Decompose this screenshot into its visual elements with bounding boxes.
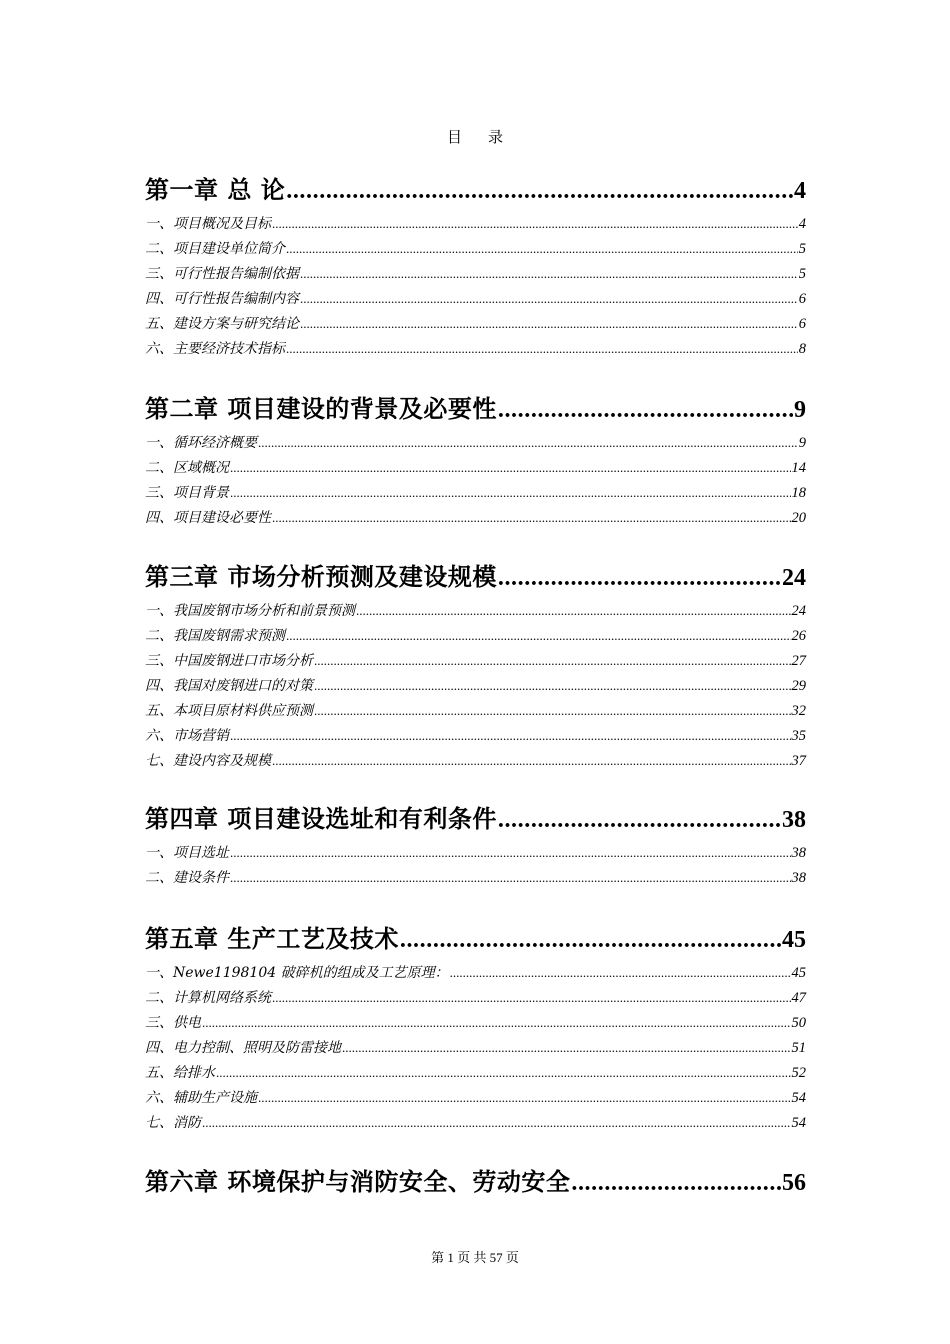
toc-section-page-number: 37 [791,753,806,769]
toc-dot-leader [272,990,791,1006]
toc-section-page-number: 52 [791,1065,806,1081]
toc-section-entry[interactable] [145,867,806,887]
toc-dot-leader [314,678,791,694]
toc-section-entry[interactable] [145,313,806,333]
toc-section-label: 三、供电 [145,1015,201,1031]
toc-section-label: 七、消防 [145,1115,201,1131]
toc-title-left: 目 [446,130,462,146]
toc-section-entry[interactable] [145,288,806,308]
toc-dot-leader [314,703,791,719]
toc-section-label: 二、区域概况 [145,460,229,476]
toc-section-entry[interactable] [145,625,806,645]
toc-section-label: 一、循环经济概要 [145,435,257,451]
toc-dot-leader [571,1170,781,1197]
toc-section-page-number: 35 [791,728,806,744]
toc-dot-leader [230,460,791,476]
toc-chapter-page-number: 45 [782,927,806,953]
toc-section-page-number: 54 [791,1115,806,1131]
toc-section-page-number: 29 [791,678,806,694]
toc-chapter-page-number: 56 [782,1170,806,1196]
toc-dot-leader [286,241,798,257]
toc-section-page-number: 54 [791,1090,806,1106]
toc-chapter-entry[interactable] [145,170,806,205]
toc-dot-leader [498,565,781,592]
toc-section-label: 七、建设内容及规模 [145,753,271,769]
toc-chapter-page-number: 4 [794,178,806,204]
toc-section-label: 二、计算机网络系统 [145,990,271,1006]
toc-section-page-number: 5 [798,241,806,257]
toc-dot-leader [450,965,791,981]
toc-section-entry[interactable] [145,338,806,358]
toc-section-page-number: 27 [791,653,806,669]
toc-section-entry[interactable] [145,962,806,982]
toc-section-label: 二、项目建设单位简介 [145,241,285,257]
toc-section-label: 六、主要经济技术指标 [145,341,285,357]
toc-section-entry[interactable] [145,650,806,670]
toc-chapter-page-number: 24 [782,565,806,591]
toc-section-entry[interactable] [145,675,806,695]
toc-section-label: 三、可行性报告编制依据 [145,266,299,282]
toc-section-entry[interactable] [145,725,806,745]
toc-section-entry[interactable] [145,238,806,258]
toc-dot-leader [300,291,798,307]
toc-dot-leader [230,728,791,744]
toc-section-entry[interactable] [145,1062,806,1082]
toc-section-entry[interactable] [145,842,806,862]
page-footer: 第 1 页 共 57 页 [431,1250,519,1265]
toc-section-entry[interactable] [145,987,806,1007]
toc-title [0,126,950,147]
toc-section-page-number: 6 [798,316,806,332]
toc-dot-leader [498,397,793,424]
toc-dot-leader [286,341,798,357]
toc-chapter-entry[interactable] [145,919,806,954]
toc-section-page-number: 9 [798,435,806,451]
toc-section-entry[interactable] [145,750,806,770]
toc-section-label: 三、中国废钢进口市场分析 [145,653,313,669]
toc-section-page-number: 47 [791,990,806,1006]
toc-dot-leader [314,653,791,669]
toc-section-label: 二、我国废钢需求预测 [145,628,285,644]
toc-section-entry[interactable] [145,1037,806,1057]
toc-section-page-number: 8 [798,341,806,357]
toc-dot-leader [258,1090,791,1106]
toc-section-label: 一、项目选址 [145,845,229,861]
toc-dot-leader [300,266,798,282]
toc-section-entry[interactable] [145,263,806,283]
toc-section-page-number: 20 [791,510,806,526]
toc-chapter-entry[interactable] [145,557,806,592]
toc-section-entry[interactable] [145,213,806,233]
toc-dot-leader [272,753,791,769]
toc-section-page-number: 24 [791,603,806,619]
toc-section-label: 六、市场营销 [145,728,229,744]
toc-dot-leader [498,807,781,834]
toc-section-entry[interactable] [145,482,806,502]
toc-section-label: 一、我国废钢市场分析和前景预测 [145,603,355,619]
toc-dot-leader [300,316,798,332]
toc-dot-leader [216,1065,791,1081]
toc-chapter-label: 第五章 生产工艺及技术 [145,925,399,953]
toc-section-page-number: 38 [791,870,806,886]
toc-section-entry[interactable] [145,1012,806,1032]
toc-chapter-page-number: 9 [794,397,806,423]
toc-section-label: 四、可行性报告编制内容 [145,291,299,307]
toc-dot-leader [230,870,791,886]
toc-dot-leader [342,1040,791,1056]
toc-dot-leader [230,845,791,861]
toc-dot-leader [400,927,781,954]
toc-section-label: 五、本项目原材料供应预测 [145,703,313,719]
toc-section-entry[interactable] [145,600,806,620]
toc-section-label: 五、给排水 [145,1065,215,1081]
toc-chapter-page-number: 38 [782,807,806,833]
toc-section-label: 一、Newe1198104 破碎机的组成及工艺原理： [145,965,449,981]
toc-dot-leader [202,1015,791,1031]
toc-chapter-entry[interactable] [145,1162,806,1197]
toc-chapter-label: 第六章 环境保护与消防安全、劳动安全 [145,1168,571,1196]
toc-section-page-number: 5 [798,266,806,282]
toc-section-page-number: 4 [798,216,806,232]
toc-title-right: 录 [488,130,504,146]
toc-section-label: 四、我国对废钢进口的对策 [145,678,313,694]
toc-section-page-number: 32 [791,703,806,719]
toc-section-page-number: 45 [791,965,806,981]
toc-chapter-label: 第三章 市场分析预测及建设规模 [145,563,497,591]
toc-section-entry[interactable] [145,1087,806,1107]
toc-dot-leader [230,485,791,501]
toc-section-label: 四、项目建设必要性 [145,510,271,526]
toc-dot-leader [202,1115,791,1131]
toc-section-label: 五、建设方案与研究结论 [145,316,299,332]
toc-section-entry[interactable] [145,457,806,477]
toc-dot-leader [286,628,791,644]
toc-chapter-entry[interactable] [145,799,806,834]
toc-section-entry[interactable] [145,507,806,527]
toc-section-label: 一、项目概况及目标 [145,216,271,232]
toc-section-entry[interactable] [145,432,806,452]
toc-section-label: 四、电力控制、照明及防雷接地 [145,1040,341,1056]
toc-section-page-number: 51 [791,1040,806,1056]
toc-section-label: 三、项目背景 [145,485,229,501]
toc-dot-leader [258,435,798,451]
toc-dot-leader [286,178,793,205]
toc-dot-leader [356,603,791,619]
toc-section-page-number: 14 [791,460,806,476]
toc-dot-leader [272,510,791,526]
toc-dot-leader [272,216,798,232]
toc-section-label: 六、辅助生产设施 [145,1090,257,1106]
toc-section-entry[interactable] [145,1112,806,1132]
toc-chapter-label: 第二章 项目建设的背景及必要性 [145,395,497,423]
toc-section-page-number: 26 [791,628,806,644]
toc-section-entry[interactable] [145,700,806,720]
toc-section-page-number: 6 [798,291,806,307]
toc-section-page-number: 18 [791,485,806,501]
toc-chapter-entry[interactable] [145,389,806,424]
toc-chapter-label: 第一章 总 论 [145,176,286,204]
toc-section-page-number: 38 [791,845,806,861]
toc-chapter-label: 第四章 项目建设选址和有利条件 [145,805,497,833]
toc-section-label: 二、建设条件 [145,870,229,886]
toc-section-page-number: 50 [791,1015,806,1031]
